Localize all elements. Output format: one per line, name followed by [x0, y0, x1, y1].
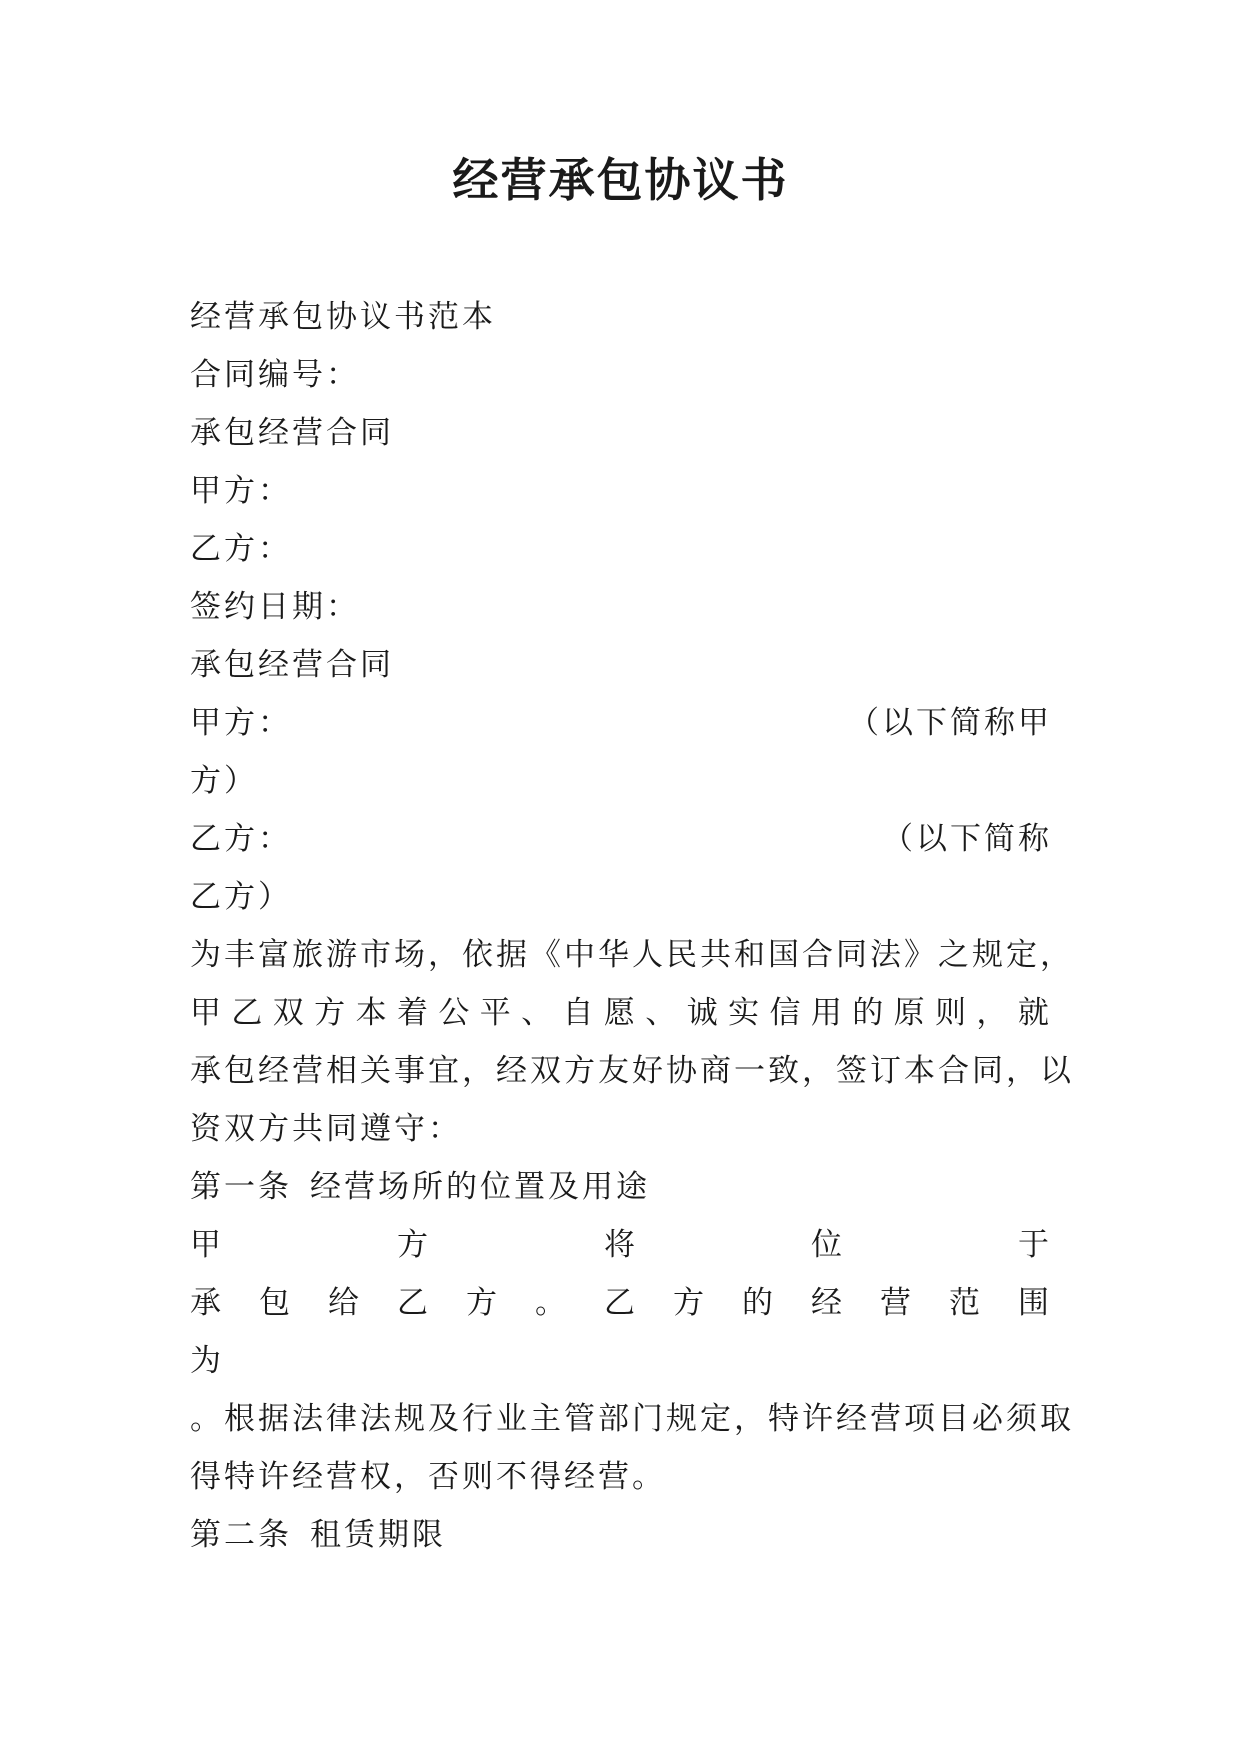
glyph: 相: [326, 1053, 360, 1089]
glyph: 方: [466, 1285, 500, 1321]
glyph: 给: [328, 1285, 362, 1321]
glyph: 愿: [603, 995, 638, 1031]
glyph: 游: [326, 937, 360, 973]
glyph: 门: [632, 1401, 666, 1437]
glyph: 必: [972, 1401, 1006, 1437]
glyph: 方: [314, 995, 349, 1031]
article-heading: [190, 1506, 1052, 1564]
glyph: 依: [462, 937, 496, 973]
glyph: 经: [811, 1285, 845, 1321]
text-line: [190, 810, 1052, 868]
glyph: 共: [700, 937, 734, 973]
glyph: 富: [258, 937, 292, 973]
text-line: 得特许经营权，否则不得经营。: [190, 1459, 666, 1495]
text-line: 合同编号：: [190, 357, 360, 393]
glyph: 围: [1018, 1285, 1052, 1321]
glyph: 则: [935, 995, 970, 1031]
glyph: 华: [598, 937, 632, 973]
glyph: 甲: [190, 1227, 224, 1263]
glyph: 许: [802, 1401, 836, 1437]
glyph: 规: [666, 1401, 700, 1437]
glyph: 的: [742, 1285, 776, 1321]
glyph: 及: [428, 1401, 462, 1437]
glyph: 同: [972, 1053, 1006, 1089]
glyph: 位: [811, 1227, 845, 1263]
glyph: 乙: [231, 995, 266, 1031]
glyph: 、: [645, 995, 680, 1031]
glyph: 包: [259, 1285, 293, 1321]
glyph: 协: [666, 1053, 700, 1089]
text-line: 为: [190, 1343, 224, 1379]
glyph: 定: [1006, 937, 1040, 973]
glyph: 将: [604, 1227, 638, 1263]
glyph: 双: [272, 995, 307, 1031]
glyph: 市: [360, 937, 394, 973]
glyph: 目: [938, 1401, 972, 1437]
glyph: 主: [530, 1401, 564, 1437]
glyph: 经: [836, 1401, 870, 1437]
glyph: 规: [972, 937, 1006, 973]
glyph: 承: [190, 1053, 224, 1089]
glyph: 国: [768, 937, 802, 973]
party-b-abbrev: （以下简称: [882, 821, 1052, 857]
glyph: 根: [224, 1401, 258, 1437]
text-line: 承包经营合同: [190, 415, 394, 451]
article-title: 租赁期限: [310, 1517, 446, 1553]
glyph: 诚: [686, 995, 721, 1031]
glyph: 之: [938, 937, 972, 973]
glyph: 商: [700, 1053, 734, 1089]
text-line: [190, 694, 1052, 752]
glyph: 就: [1017, 995, 1052, 1031]
glyph: 人: [632, 937, 666, 973]
glyph: 。: [535, 1285, 569, 1321]
glyph: 乙: [604, 1285, 638, 1321]
text-line: 甲方：: [190, 473, 292, 509]
glyph: 取: [1040, 1401, 1074, 1437]
glyph: 行: [462, 1401, 496, 1437]
glyph: 同: [836, 937, 870, 973]
glyph: 法: [292, 1401, 326, 1437]
justified-line: [190, 984, 1052, 1042]
glyph: 为: [190, 937, 224, 973]
glyph: 好: [632, 1053, 666, 1089]
glyph: 着: [396, 995, 431, 1031]
glyph: ，: [1040, 937, 1074, 973]
glyph: 》: [904, 937, 938, 973]
glyph: 旅: [292, 937, 326, 973]
glyph: 范: [949, 1285, 983, 1321]
glyph: 自: [562, 995, 597, 1031]
glyph: ，: [734, 1401, 768, 1437]
glyph: 特: [768, 1401, 802, 1437]
glyph: 事: [394, 1053, 428, 1089]
glyph: 法: [870, 937, 904, 973]
justified-line: [190, 1216, 1052, 1274]
glyph: 致: [768, 1053, 802, 1089]
document-body: [190, 288, 1074, 1564]
glyph: ，: [976, 995, 1011, 1031]
glyph: 营: [870, 1401, 904, 1437]
glyph: 项: [904, 1401, 938, 1437]
glyph: 《: [530, 937, 564, 973]
glyph: 原: [893, 995, 928, 1031]
glyph: 营: [880, 1285, 914, 1321]
glyph: 部: [598, 1401, 632, 1437]
article-title: 经营场所的位置及用途: [310, 1169, 650, 1205]
glyph: 管: [564, 1401, 598, 1437]
text-line: 承包经营合同: [190, 647, 394, 683]
article-number: 第二条: [190, 1517, 292, 1553]
glyph: 的: [852, 995, 887, 1031]
text-line: 乙方）: [190, 879, 292, 915]
glyph: 本: [355, 995, 390, 1031]
glyph: 甲: [190, 995, 224, 1031]
glyph: 定: [700, 1401, 734, 1437]
glyph: 用: [810, 995, 845, 1031]
text-line: 方）: [190, 763, 258, 799]
glyph: 据: [496, 937, 530, 973]
glyph: 和: [734, 937, 768, 973]
justified-line: [190, 1390, 1074, 1448]
glyph: 经: [258, 1053, 292, 1089]
justified-line: [190, 926, 1074, 984]
justified-line: [190, 1042, 1074, 1100]
glyph: 于: [1018, 1227, 1052, 1263]
glyph: ，: [1006, 1053, 1040, 1089]
glyph: 一: [734, 1053, 768, 1089]
glyph: 须: [1006, 1401, 1040, 1437]
glyph: 订: [870, 1053, 904, 1089]
party-a-abbrev: （以下简称甲: [848, 705, 1052, 741]
glyph: 丰: [224, 937, 258, 973]
article-number: 第一条: [190, 1169, 292, 1205]
glyph: 场: [394, 937, 428, 973]
glyph: 。: [190, 1401, 224, 1437]
glyph: 业: [496, 1401, 530, 1437]
glyph: 关: [360, 1053, 394, 1089]
glyph: 合: [802, 937, 836, 973]
glyph: 律: [326, 1401, 360, 1437]
glyph: 双: [530, 1053, 564, 1089]
glyph: 方: [397, 1227, 431, 1263]
glyph: 经: [496, 1053, 530, 1089]
glyph: 实: [728, 995, 763, 1031]
text-line: 签约日期：: [190, 589, 360, 625]
text-line: 资双方共同遵守：: [190, 1111, 462, 1147]
glyph: 、: [521, 995, 556, 1031]
glyph: 方: [673, 1285, 707, 1321]
glyph: 签: [836, 1053, 870, 1089]
glyph: 以: [1040, 1053, 1074, 1089]
glyph: 宜: [428, 1053, 462, 1089]
glyph: 方: [564, 1053, 598, 1089]
glyph: 规: [394, 1401, 428, 1437]
text-line: 经营承包协议书范本: [190, 299, 496, 335]
glyph: 民: [666, 937, 700, 973]
glyph: 乙: [397, 1285, 431, 1321]
glyph: 信: [769, 995, 804, 1031]
glyph: 承: [190, 1285, 224, 1321]
glyph: 合: [938, 1053, 972, 1089]
document-title: 经营承包协议书: [452, 153, 789, 207]
glyph: 公: [438, 995, 473, 1031]
glyph: 本: [904, 1053, 938, 1089]
glyph: 友: [598, 1053, 632, 1089]
party-a-label: 甲方：: [190, 705, 292, 741]
text-line: 乙方：: [190, 531, 292, 567]
glyph: 法: [360, 1401, 394, 1437]
article-heading: [190, 1158, 1052, 1216]
glyph: 据: [258, 1401, 292, 1437]
glyph: ，: [428, 937, 462, 973]
party-b-label: 乙方：: [190, 821, 292, 857]
glyph: ，: [462, 1053, 496, 1089]
glyph: ，: [802, 1053, 836, 1089]
justified-line: [190, 1274, 1052, 1332]
glyph: 中: [564, 937, 598, 973]
glyph: 平: [479, 995, 514, 1031]
glyph: 营: [292, 1053, 326, 1089]
glyph: 包: [224, 1053, 258, 1089]
